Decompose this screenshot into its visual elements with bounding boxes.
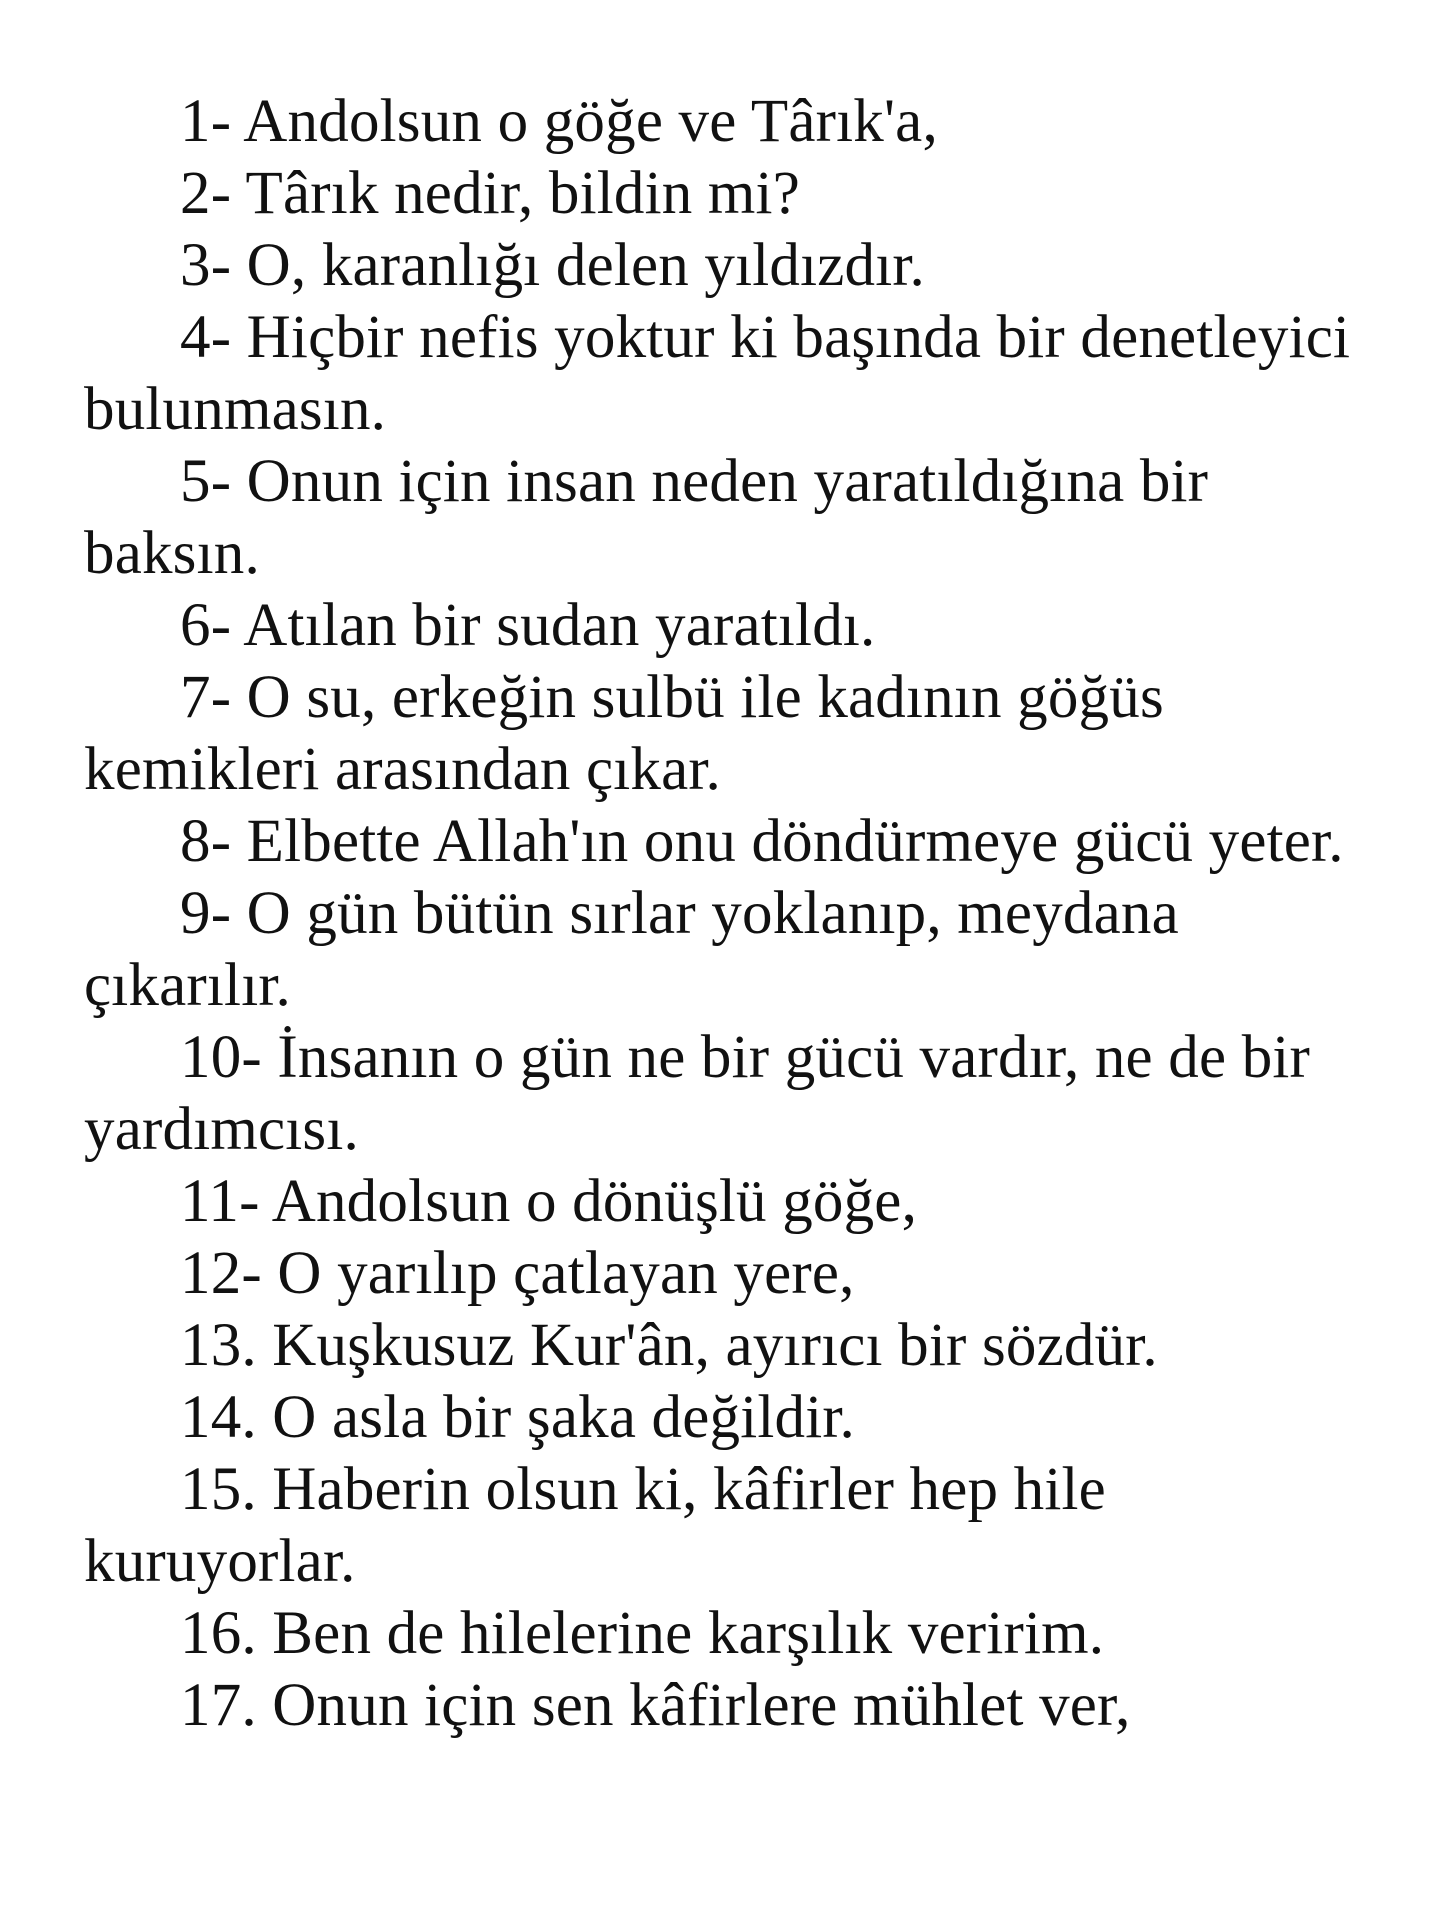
verse-14: 14. O asla bir şaka değildir. [180,1384,855,1451]
verse-11: 11- Andolsun o dönüşlü göğe, [180,1168,918,1235]
verse-10: 10- İnsanın o gün ne bir gücü vardır, ne de bir yardımcısı. [84,1024,1311,1163]
verse-2: 2- Târık nedir, bildin mi? [180,160,800,227]
verse-12: 12- O yarılıp çatlayan yere, [180,1240,855,1307]
verse-1: 1- Andolsun o göğe ve Târık'a, [180,88,938,155]
verse-9: 9- O gün bütün sırlar yoklanıp, meydana çıkarılır. [84,880,1179,1019]
verse-13: 13. Kuşkusuz Kur'ân, ayırıcı bir sözdür. [180,1312,1158,1379]
verse-16: 16. Ben de hilelerine karşılık veririm. [180,1600,1105,1667]
verse-15: 15. Haberin olsun ki, kâfirler hep hile kuruyorlar. [84,1456,1106,1595]
verse-4: 4- Hiçbir nefis yoktur ki başında bir denetleyici bulunmasın. [84,304,1351,443]
verse-7: 7- O su, erkeğin sulbü ile kadının göğüs kemikleri arasından çıkar. [84,664,1164,803]
verse-5: 5- Onun için insan neden yaratıldığına bir baksın. [84,448,1209,587]
verse-8: 8- Elbette Allah'ın onu döndürmeye gücü yeter. [180,808,1344,875]
verse-17: 17. Onun için sen kâfirlere mühlet ver, [180,1672,1131,1739]
verse-3: 3- O, karanlığı delen yıldızdır. [180,232,925,299]
document-page [84,86,1364,1742]
verse-6: 6- Atılan bir sudan yaratıldı. [180,592,876,659]
